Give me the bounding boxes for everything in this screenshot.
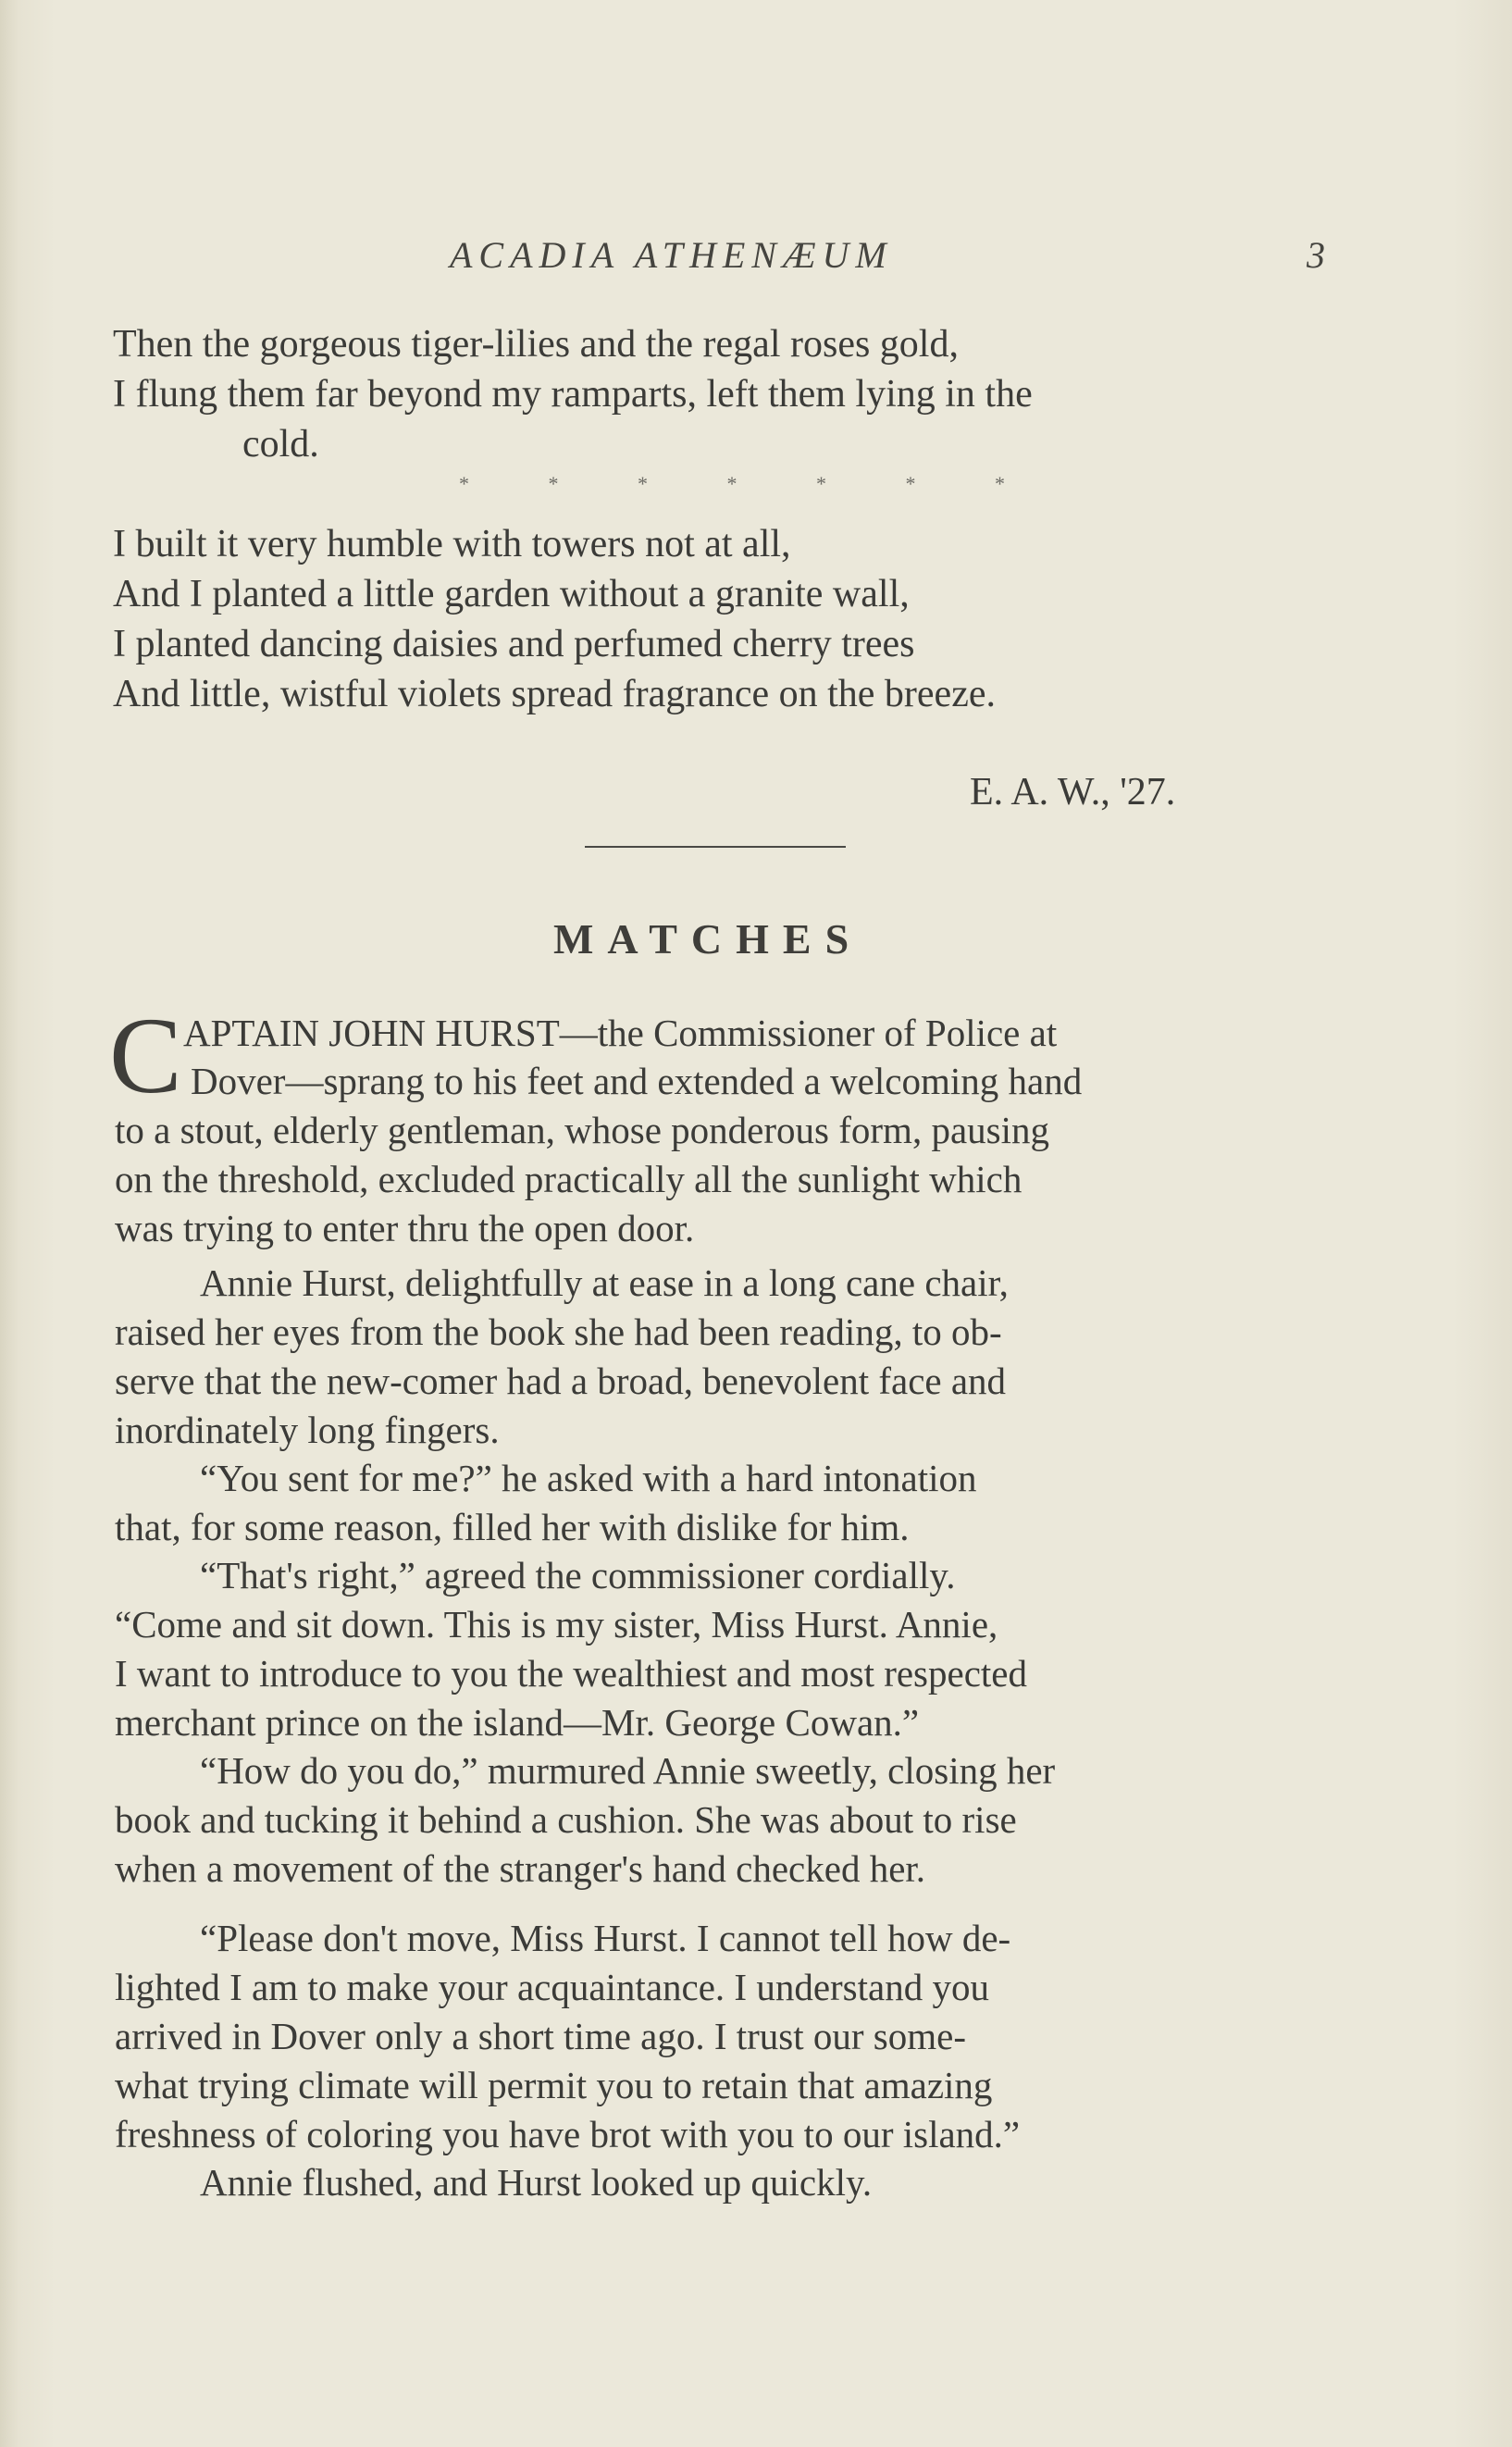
poem-line: And I planted a little garden without a granite wall,	[113, 573, 910, 615]
body-line: book and tucking it behind a cushion. She was about to rise	[115, 1798, 1017, 1841]
body-line: to a stout, elderly gentleman, whose ponderous form, pausing	[115, 1109, 1049, 1151]
running-title: ACADIA ATHENÆUM	[450, 234, 893, 276]
body-line: Dover—sprang to his feet and extended a welcoming hand	[191, 1060, 1083, 1102]
body-line: merchant prince on the island—Mr. George Cowan.”	[115, 1701, 920, 1744]
asterisk: *	[905, 472, 916, 495]
body-line: freshness of coloring you have brot with you to our island.”	[115, 2113, 1021, 2155]
poem-line-continuation: cold.	[242, 423, 319, 466]
body-line: “That's right,” agreed the commissioner cordially.	[200, 1554, 956, 1596]
body-line: Annie Hurst, delightfully at ease in a long cane chair,	[200, 1261, 1009, 1304]
body-line: “How do you do,” murmured Annie sweetly, closing her	[200, 1749, 1056, 1792]
body-line: “You sent for me?” he asked with a hard intonation	[200, 1457, 977, 1499]
poem-line: I flung them far beyond my ramparts, left them lying in the	[113, 373, 1033, 416]
poem-line: I built it very humble with towers not at all,	[113, 523, 791, 565]
asterisk: *	[816, 472, 826, 495]
body-line: inordinately long fingers.	[115, 1409, 500, 1451]
body-line: “Please don't move, Miss Hurst. I cannot tell how de-	[200, 1917, 1011, 1959]
body-line: what trying climate will permit you to retain that amazing	[115, 2064, 993, 2106]
asterisk: *	[548, 472, 559, 495]
drop-cap: C	[109, 995, 182, 1116]
body-line: was trying to enter thru the open door.	[115, 1207, 695, 1249]
article-title: MATCHES	[553, 915, 863, 963]
poem-line: And little, wistful violets spread fragrance on the breeze.	[113, 673, 996, 715]
divider-rule	[585, 846, 846, 848]
asterisk: *	[638, 472, 648, 495]
body-line: when a movement of the stranger's hand checked her.	[115, 1847, 926, 1890]
body-line: arrived in Dover only a short time ago. I trust our some-	[115, 2015, 966, 2057]
poem-line: I planted dancing daisies and perfumed cherry trees	[113, 623, 915, 665]
asterisk: *	[995, 472, 1005, 495]
asterisk: *	[726, 472, 737, 495]
body-line: raised her eyes from the book she had been reading, to ob-	[115, 1310, 1002, 1353]
section-separator	[459, 472, 1005, 496]
body-line: I want to introduce to you the wealthiest and most respected	[115, 1652, 1028, 1695]
body-line: lighted I am to make your acquaintance. I understand you	[115, 1966, 989, 2008]
asterisk: *	[459, 472, 469, 495]
body-line: serve that the new-comer had a broad, benevolent face and	[115, 1360, 1007, 1402]
body-line: APTAIN JOHN HURST—the Commissioner of Police at	[183, 1012, 1058, 1054]
body-line: “Come and sit down. This is my sister, Miss Hurst. Annie,	[115, 1603, 998, 1646]
body-line: on the threshold, excluded practically all the sunlight which	[115, 1158, 1022, 1200]
body-line: that, for some reason, filled her with dislike for him.	[115, 1506, 910, 1548]
page-number: 3	[1307, 234, 1325, 276]
poem-line: Then the gorgeous tiger-lilies and the regal roses gold,	[113, 323, 959, 366]
poem-signature: E. A. W., '27.	[970, 771, 1176, 814]
body-line: Annie flushed, and Hurst looked up quickly.	[200, 2161, 873, 2204]
